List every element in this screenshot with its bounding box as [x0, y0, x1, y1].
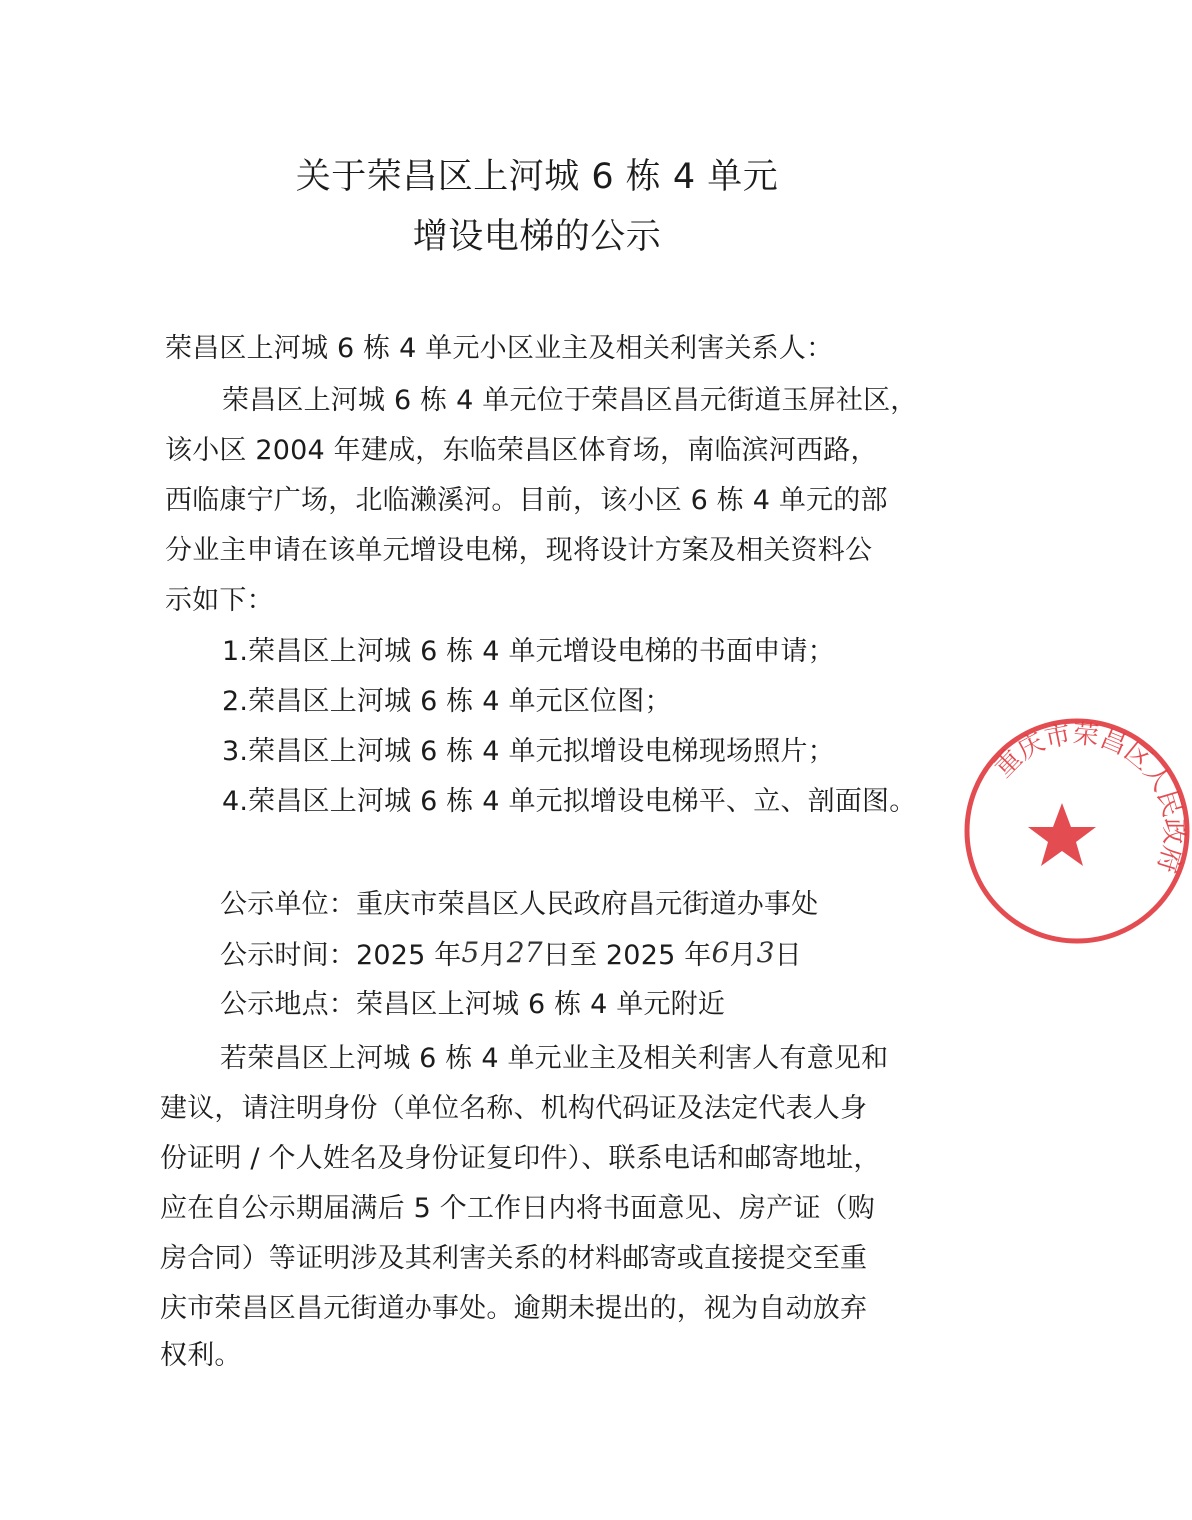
- closing-line-5: 房合同）等证明涉及其利害关系的材料邮寄或直接提交至重: [160, 1243, 868, 1274]
- closing-line-7: 权利。: [160, 1340, 242, 1371]
- salutation: 荣昌区上河城 6 栋 4 单元小区业主及相关利害关系人：: [165, 333, 834, 364]
- intro-line-1: 荣昌区上河城 6 栋 4 单元位于荣昌区昌元街道玉屏社区，: [222, 385, 918, 416]
- month-label-2: 月: [729, 940, 757, 971]
- list-item-3: 3.荣昌区上河城 6 栋 4 单元拟增设电梯现场照片；: [222, 736, 835, 767]
- month-label-1: 月: [479, 940, 507, 971]
- notice-location: 公示地点：荣昌区上河城 6 栋 4 单元附近: [220, 989, 726, 1020]
- notice-time-prefix: 公示时间：2025 年: [220, 940, 462, 971]
- notice-unit: 公示单位：重庆市荣昌区人民政府昌元街道办事处: [220, 889, 819, 920]
- intro-line-5: 示如下：: [165, 585, 274, 616]
- intro-line-3: 西临康宁广场，北临濑溪河。目前，该小区 6 栋 4 单元的部: [165, 485, 888, 516]
- list-item-1: 1.荣昌区上河城 6 栋 4 单元增设电梯的书面申请；: [222, 636, 835, 667]
- handwritten-end-day: 3: [756, 936, 775, 969]
- day-label: 日: [774, 940, 802, 971]
- svg-text:重庆市荣昌区人民政府: 重庆市荣昌区人民政府: [988, 719, 1189, 877]
- document-title-line-1: 关于荣昌区上河城 6 栋 4 单元: [295, 157, 779, 197]
- list-item-4: 4.荣昌区上河城 6 栋 4 单元拟增设电梯平、立、剖面图。: [222, 786, 917, 817]
- intro-line-2: 该小区 2004 年建成，东临荣昌区体育场，南临滨河西路，: [165, 435, 878, 466]
- closing-line-4: 应在自公示期届满后 5 个工作日内将书面意见、房产证（购: [160, 1193, 875, 1224]
- seal-star-icon: [1028, 803, 1096, 866]
- closing-line-3: 份证明 / 个人姓名及身份证复印件）、联系电话和邮寄地址，: [160, 1143, 881, 1174]
- handwritten-start-day: 27: [506, 936, 543, 969]
- document-title-line-2: 增设电梯的公示: [412, 217, 662, 257]
- notice-time: [220, 936, 802, 971]
- seal-text: [989, 719, 1188, 876]
- official-seal: [962, 716, 1192, 946]
- notice-time-middle: 日至 2025 年: [542, 940, 712, 971]
- list-item-2: 2.荣昌区上河城 6 栋 4 单元区位图；: [222, 686, 672, 717]
- closing-line-6: 庆市荣昌区昌元街道办事处。逾期未提出的，视为自动放弃: [160, 1293, 868, 1324]
- handwritten-end-month: 6: [711, 936, 730, 969]
- handwritten-start-month: 5: [461, 936, 480, 969]
- closing-line-1: 若荣昌区上河城 6 栋 4 单元业主及相关利害人有意见和: [220, 1043, 889, 1074]
- closing-line-2: 建议，请注明身份（单位名称、机构代码证及法定代表人身: [160, 1093, 868, 1124]
- intro-line-4: 分业主申请在该单元增设电梯，现将设计方案及相关资料公: [165, 535, 873, 566]
